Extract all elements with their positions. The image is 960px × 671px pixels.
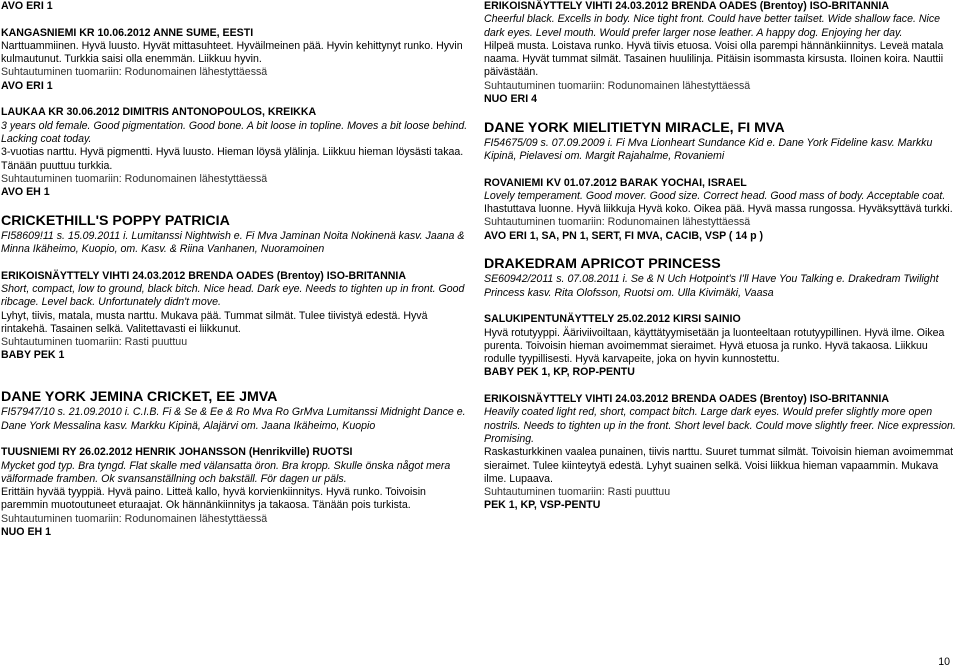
- dog-name-heading: DRAKEDRAM APRICOT PRINCESS: [484, 256, 721, 273]
- show-heading: SALUKIPENTUNÄYTTELY 25.02.2012 KIRSI SAINIO: [484, 313, 741, 326]
- show-heading: ERIKOISNÄYTTELY VIHTI 24.03.2012 BRENDA OADES (Brentoy) ISO-BRITANNIA: [1, 269, 406, 282]
- right-column: [484, 0, 958, 513]
- result-line: AVO EH 1: [1, 186, 50, 199]
- critique-english: Cheerful black. Excells in body. Nice tight front. Could have better tailset. Wide shallow face. Nice dark eyes. Level mouth. Would prefer larger nose leather. A happy dog. Enjoying her day.: [484, 13, 941, 39]
- result-line: AVO ERI 1, SA, PN 1, SERT, FI MVA, CACIB, VSP ( 14 p ): [484, 229, 764, 242]
- critique-finnish: Hyvä rotutyyppi. Ääriviivoiltaan, käyttätyymisetään ja luonteeltaan rotutyypillinen. Hyvä ilme. Oikea purenta. Toivoisin hieman avoimemmat sieraimet. Hyvä etuosa ja runko. Hyvä takaosa. Liikkuu rodulle tyypillisesti. Hyvä karvapeite, joka on hyvin kunnostettu.: [484, 326, 945, 366]
- temperament-line: Suhtautuminen tuomariin: Rodunomainen lähestyttäessä: [1, 66, 268, 79]
- temperament-line: Suhtautuminen tuomariin: Rasti puuttuu: [1, 336, 188, 349]
- critique-finnish: Hilpeä musta. Loistava runko. Hyvä tiivis etuosa. Voisi olla parempi hännänkiinnitys. Leveä matala naama. Hyvät tummat silmät. Tasainen huulilinja. Pitäisin isommasta kirsusta. Iloinen koira. Nauttii päivästään.: [484, 39, 944, 79]
- result-line: PEK 1, KP, VSP-PENTU: [484, 499, 601, 512]
- pedigree-line: SE60942/2011 s. 07.08.2011 i. Se & N Uch Hotpoint's I'll Have You Talking e. Drakedram Twilight Princess kasv. Rita Olofsson, Ruotsi om. Ulla Kivimäki, Vaasa: [484, 273, 939, 299]
- critique-swedish: Mycket god typ. Bra tyngd. Flat skalle med välansatta öron. Bra kropp. Skulle önska något mera välformade framben. Ok svansanställning och bakställ. För dagen ur päls.: [1, 459, 451, 485]
- show-heading: LAUKAA KR 30.06.2012 DIMITRIS ANTONOPOULOS, KREIKKA: [1, 106, 317, 119]
- show-heading: ERIKOISNÄYTTELY VIHTI 24.03.2012 BRENDA OADES (Brentoy) ISO-BRITANNIA: [484, 393, 889, 406]
- dog-name-heading: DANE YORK JEMINA CRICKET, EE JMVA: [1, 389, 278, 406]
- result-line: AVO ERI 1: [1, 0, 53, 12]
- temperament-line: Suhtautuminen tuomariin: Rodunomainen lähestyttäessä: [1, 512, 268, 525]
- critique-english: 3 years old female. Good pigmentation. Good bone. A bit loose in topline. Moves a bit loose behind. Lacking coat today.: [1, 119, 468, 145]
- pedigree-line: FI57947/10 s. 21.09.2010 i. C.I.B. Fi & Se & Ee & Ro Mva Ro GrMva Lumitanssi Midnight Dance e. Dane York Messalina kasv. Markku Kipinä, Alajärvi om. Jaana Ikäheimo, Kuopio: [1, 406, 466, 432]
- critique-finnish: Raskasturkkinen vaalea punainen, tiivis narttu. Suuret tummat silmät. Toivoisin hieman avoimemmat sieraimet. Tulee kiinteytyä edestä. Lyhyt suainen selkä. Voisi liikkua hieman vapaammin. Mukava ilme. Lupaava.: [484, 446, 954, 485]
- critique-english: Heavily coated light red, short, compact bitch. Large dark eyes. Would prefer slightly more open nostrils. Needs to tighten up in the front. Short level back. Could move slightly freer. Nice expression. Promising.: [484, 406, 956, 445]
- show-heading: TUUSNIEMI RY 26.02.2012 HENRIK JOHANSSON (Henrikville) RUOTSI: [1, 446, 353, 459]
- show-heading: KANGASNIEMI KR 10.06.2012 ANNE SUME, EESTI: [1, 26, 254, 39]
- temperament-line: Suhtautuminen tuomariin: Rodunomainen lähestyttäessä: [484, 216, 751, 229]
- critique-finnish: 3-vuotias narttu. Hyvä pigmentti. Hyvä luusto. Hieman löysä ylälinja. Liikkuu hieman löysästi takaa. Tänään puuttuu turkkia.: [1, 146, 464, 172]
- pedigree-line: FI58609!11 s. 15.09.2011 i. Lumitanssi Nightwish e. Fi Mva Jaminan Noita Nokinenä kasv. Jaana & Minna Ikäheimo, Kuopio, om. Kasv. & Riina Vanhanen, Nuoramoinen: [1, 229, 465, 256]
- temperament-line: Suhtautuminen tuomariin: Rasti puuttuu: [484, 486, 671, 499]
- critique-english: Lovely temperament. Good mover. Good size. Correct head. Good mass of body. Acceptable coat.: [484, 189, 946, 202]
- show-heading: ERIKOISNÄYTTELY VIHTI 24.03.2012 BRENDA OADES (Brentoy) ISO-BRITANNIA: [484, 0, 889, 12]
- pedigree-line: FI54675/09 s. 07.09.2009 i. Fi Mva Lionheart Sundance Kid e. Dane York Fideline kasv. Markku Kipinä, Pielavesi om. Margit Rajahalme, Rovaniemi: [484, 136, 933, 162]
- result-line: NUO ERI 4: [484, 93, 537, 106]
- critique-finnish: Lyhyt, tiivis, matala, musta narttu. Mukava pää. Tummat silmät. Tulee tiivistyä edestä. Hyvä rintakehä. Tasainen selkä. Valitettavasti ei liikkunut.: [1, 309, 428, 335]
- critique-finnish: Narttuammiinen. Hyvä luusto. Hyvät mittasuhteet. Hyväilmeinen pää. Hyvin kehittynyt runko. Hyvin kulmautunut. Turkkia saisi olla enemmän. Liikkuu hyvin.: [1, 39, 463, 66]
- page-number: 10: [938, 656, 950, 668]
- result-line: NUO EH 1: [1, 525, 52, 538]
- result-line: AVO ERI 1: [1, 79, 53, 92]
- temperament-line: Suhtautuminen tuomariin: Rodunomainen lähestyttäessä: [484, 79, 751, 92]
- critique-finnish: Erittäin hyvää tyyppiä. Hyvä paino. Litteä kallo, hyvä korvienkiinnitys. Hyvä runko. Toivoisin paremmin muotoutuneet eturaajat. Ok hännänkiinnitys ja takaosa. Tänään pois turkista.: [1, 486, 426, 512]
- critique-finnish: Ihastuttava luonne. Hyvä liikkuja Hyvä koko. Oikea pää. Hyvä massa rungossa. Hyväksyttävä turkki.: [484, 203, 953, 216]
- left-column: [1, 0, 469, 539]
- dog-name-heading: CRICKETHILL'S POPPY PATRICIA: [1, 212, 230, 229]
- critique-english: Short, compact, low to ground, black bitch. Nice head. Dark eye. Needs to tighten up in front. Good ribcage. Level back. Unfortunately didn't move.: [1, 282, 465, 309]
- dog-name-heading: DANE YORK MIELITIETYN MIRACLE, FI MVA: [484, 119, 785, 136]
- show-heading: ROVANIEMI KV 01.07.2012 BARAK YOCHAI, ISRAEL: [484, 176, 747, 189]
- result-line: BABY PEK 1: [1, 349, 65, 362]
- temperament-line: Suhtautuminen tuomariin: Rodunomainen lähestyttäessä: [1, 172, 268, 185]
- result-line: BABY PEK 1, KP, ROP-PENTU: [484, 366, 635, 379]
